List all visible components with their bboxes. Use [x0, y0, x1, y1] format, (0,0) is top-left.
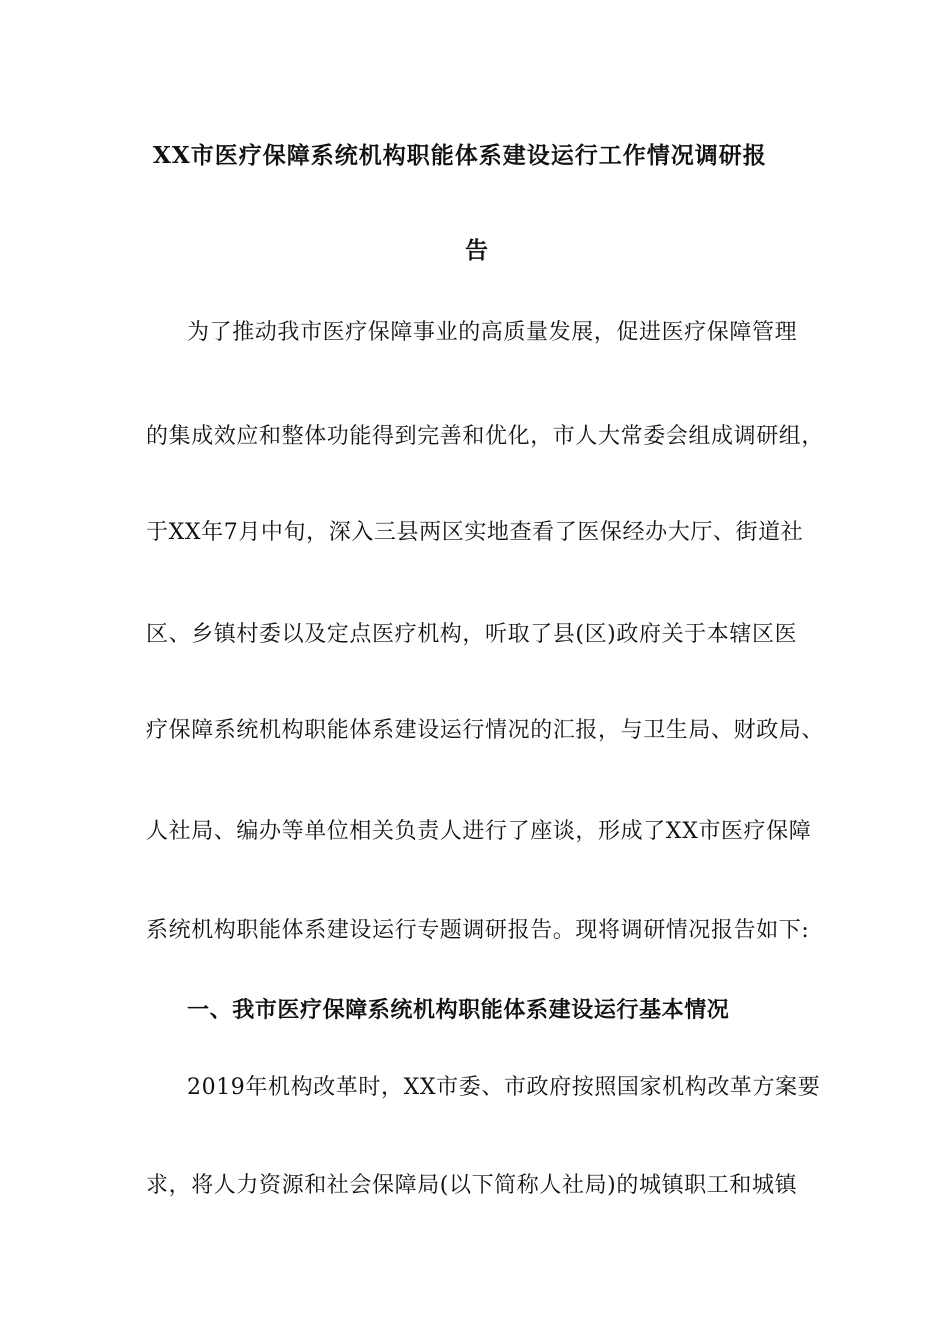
document-title-line-1: XX市医疗保障系统机构职能体系建设运行工作情况调研报 — [153, 142, 767, 169]
section-body-line: 求，将人力资源和社会保障局(以下简称人社局)的城镇职工和城镇 — [146, 1173, 798, 1198]
section-body-line: 2019年机构改革时，XX市委、市政府按照国家机构改革方案要 — [187, 1075, 821, 1100]
intro-line: 为了推动我市医疗保障事业的高质量发展，促进医疗保障管理 — [187, 320, 798, 345]
intro-line: 疗保障系统机构职能体系建设运行情况的汇报，与卫生局、财政局、 — [146, 718, 825, 743]
document-title-line-2: 告 — [465, 237, 489, 264]
intro-line: 于XX年7月中旬，深入三县两区实地查看了医保经办大厅、街道社 — [146, 520, 804, 545]
intro-line: 的集成效应和整体功能得到完善和优化，市人大常委会组成调研组， — [146, 424, 825, 449]
section-heading: 一、我市医疗保障系统机构职能体系建设运行基本情况 — [187, 997, 730, 1023]
intro-line: 区、乡镇村委以及定点医疗机构，听取了县(区)政府关于本辖区医 — [146, 622, 798, 647]
intro-line: 人社局、编办等单位相关负责人进行了座谈，形成了XX市医疗保障 — [146, 819, 812, 844]
intro-line: 系统机构职能体系建设运行专题调研报告。现将调研情况报告如下: — [146, 918, 810, 943]
